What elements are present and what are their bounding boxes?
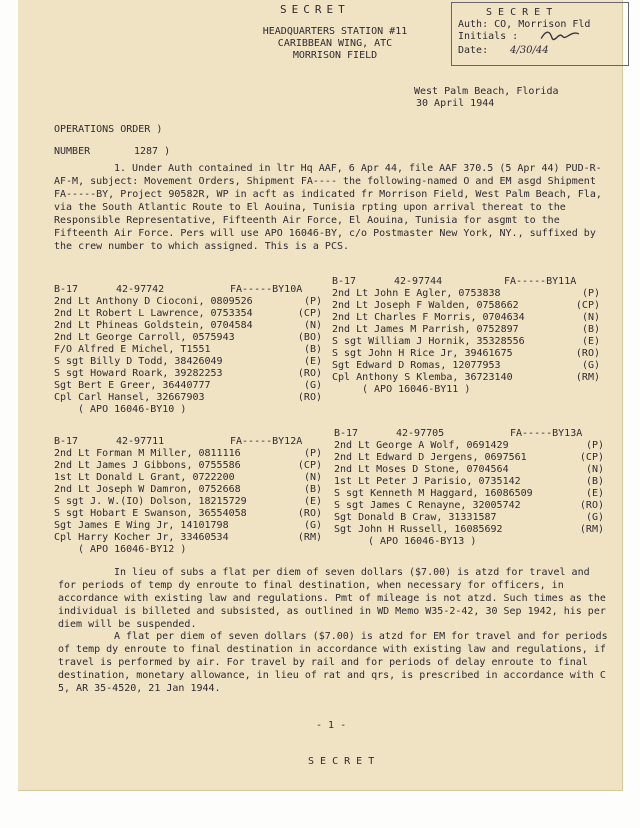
crew-serial: 42-97744 xyxy=(394,276,443,287)
crew-member: Cpl Carl Hansel, 32667903 (RO) xyxy=(54,392,322,403)
page-number: - 1 - xyxy=(316,720,347,731)
crew-acft: B-17 xyxy=(54,436,79,447)
order-number: 1287 ) xyxy=(134,146,171,157)
crew-member: Cpl Anthony S Klemba, 36723140 (RM) xyxy=(332,372,600,383)
stamp-classification: S E C R E T xyxy=(486,7,553,18)
crew-apo: ( APO 16046-BY10 ) xyxy=(78,404,187,415)
crew-member: Sgt James E Wing Jr, 14101798 (G) xyxy=(54,520,322,531)
stamp-date-label: Date: xyxy=(458,45,489,56)
crew-member: 2nd Lt Anthony D Cioconi, 0809526 (P) xyxy=(54,296,322,307)
crew-shipment: FA-----BY11A xyxy=(504,276,577,287)
crew-apo: ( APO 16046-BY13 ) xyxy=(368,536,477,547)
crew-shipment: FA-----BY10A xyxy=(230,284,303,295)
crew-serial: 42-97742 xyxy=(116,284,165,295)
header-line-3: MORRISON FIELD xyxy=(292,50,378,61)
crew-member: 2nd Lt George Carroll, 0575943 (BO) xyxy=(54,332,322,343)
paragraph-3: A flat per diem of seven dollars ($7.00) is atzd for EM for travel and for periods of temp dy enroute to final destination in accordance with existing law and regulations, if travel is performed by air. For travel by rail and for periods of delay enroute to final destination, monetary allowance, in lieu of rat and qrs, is prescribed in accordance with C 5, AR 35-4520, 21 Jan 1944. xyxy=(58,631,608,694)
crew-member: S sgt J. W.(IO) Dolson, 18215729 (E) xyxy=(54,496,322,507)
header-line-2: CARIBBEAN WING, ATC xyxy=(277,38,393,49)
crew-member: F/O Alfred E Michel, T1551 (B) xyxy=(54,344,322,355)
crew-shipment: FA-----BY13A xyxy=(510,428,583,439)
initials-signature xyxy=(540,29,580,41)
paragraph-1: 1. Under Auth contained in ltr Hq AAF, 6 Apr 44, file AAF 370.5 (5 Apr 44) PUD-R-AF-M, subject: Movement Orders, Shipment FA---- the following-named O and EM asgd Shipment FA-----BY, Project 90582R, WP in acft as indicated fr Morrison Field, West Palm Beach, Fla, via the South Atlantic Route to El Aouina, Tunisia rpting upon arrival thereat to the Responsible Representative, Fifteenth Air Force, El Aouina, Tunisia for asgmt to the Fifteenth Air Force. Pers will use APO 16046-BY, c/o Postmaster New York, NY., suffixed by the crew number to which assigned. This is a PCS. xyxy=(54,163,602,252)
crew-apo: ( APO 16046-BY12 ) xyxy=(78,544,187,555)
crew-member: 2nd Lt Phineas Goldstein, 0704584 (N) xyxy=(54,320,322,331)
crew-block-2 xyxy=(332,276,600,416)
order-title: OPERATIONS ORDER ) xyxy=(54,124,163,135)
crew-apo: ( APO 16046-BY11 ) xyxy=(362,384,471,395)
crew-member: S sgt Howard Roark, 39282253 (RO) xyxy=(54,368,322,379)
crew-block-3 xyxy=(54,436,322,566)
crew-member: Sgt Donald B Craw, 31331587 (G) xyxy=(334,512,604,523)
crew-member: 2nd Lt James J Gibbons, 0755586 (CP) xyxy=(54,460,322,471)
crew-member: S sgt John H Rice Jr, 39461675 (RO) xyxy=(332,348,600,359)
crew-member: Sgt Edward D Romas, 12077953 (G) xyxy=(332,360,600,371)
crew-member: 1st Lt Peter J Parisio, 0735142 (B) xyxy=(334,476,604,487)
crew-acft: B-17 xyxy=(334,428,359,439)
crew-block-4 xyxy=(334,428,604,558)
crew-member: S sgt Hobart E Swanson, 36554058 (RO) xyxy=(54,508,322,519)
crew-member: Cpl Harry Kocher Jr, 33460534 (RM) xyxy=(54,532,322,543)
crew-member: 2nd Lt Forman M Miller, 0811116 (P) xyxy=(54,448,322,459)
classification-stamp xyxy=(451,2,629,66)
crew-serial: 42-97705 xyxy=(396,428,445,439)
crew-member: 2nd Lt Edward D Jergens, 0697561 (CP) xyxy=(334,452,604,463)
header-line-1: HEADQUARTERS STATION #11 xyxy=(262,26,408,37)
crew-member: 2nd Lt Robert L Lawrence, 0753354 (CP) xyxy=(54,308,322,319)
crew-member: Sgt John H Russell, 16085692 (RM) xyxy=(334,524,604,535)
crew-member: Sgt Bert E Greer, 36440777 (G) xyxy=(54,380,322,391)
crew-member: S sgt James C Renayne, 32005742 (RO) xyxy=(334,500,604,511)
paragraph-2: In lieu of subs a flat per diem of seven dollars ($7.00) is atzd for travel and for periods of temp dy enroute to final destination, when necessary for officers, in accordance with existing law and regulations. Pmt of mileage is not atzd. Such times as the individual is billeted and subsisted, as outlined in WD Memo W35-2-42, 30 Sep 1942, his per diem will be suspended. xyxy=(58,567,606,630)
crew-member: 2nd Lt Joseph F Walden, 0758662 (CP) xyxy=(332,300,600,311)
stamp-date-value: 4/30/44 xyxy=(510,45,549,56)
crew-member: 2nd Lt George A Wolf, 0691429 (P) xyxy=(334,440,604,451)
date-line: 30 April 1944 xyxy=(416,98,495,109)
top-classification: SECRET xyxy=(280,3,350,16)
crew-member: 2nd Lt Moses D Stone, 0704564 (N) xyxy=(334,464,604,475)
stamp-initials-label: Initials : xyxy=(458,31,519,42)
crew-member: S sgt Kenneth M Haggard, 16086509 (E) xyxy=(334,488,604,499)
crew-member: 2nd Lt Joseph W Damron, 0752668 (B) xyxy=(54,484,322,495)
crew-member: S sgt Billy D Todd, 38426049 (E) xyxy=(54,356,322,367)
crew-member: 2nd Lt James M Parrish, 0752897 (B) xyxy=(332,324,600,335)
stamp-auth: Auth: CO, Morrison Fld xyxy=(458,19,591,30)
crew-block-1 xyxy=(54,284,322,424)
crew-member: 1st Lt Donald L Grant, 0722200 (N) xyxy=(54,472,322,483)
crew-member: 2nd Lt Charles F Morris, 0704634 (N) xyxy=(332,312,600,323)
crew-serial: 42-97711 xyxy=(116,436,165,447)
crew-member: S sgt William J Hornik, 35328556 (E) xyxy=(332,336,600,347)
footer-classification: S E C R E T xyxy=(308,756,375,767)
crew-acft: B-17 xyxy=(332,276,357,287)
crew-shipment: FA-----BY12A xyxy=(230,436,303,447)
order-number-label: NUMBER xyxy=(54,146,91,157)
document-page xyxy=(18,0,623,791)
crew-member: 2nd Lt John E Agler, 0753838 (P) xyxy=(332,288,600,299)
crew-acft: B-17 xyxy=(54,284,79,295)
place-line: West Palm Beach, Florida xyxy=(414,86,559,97)
